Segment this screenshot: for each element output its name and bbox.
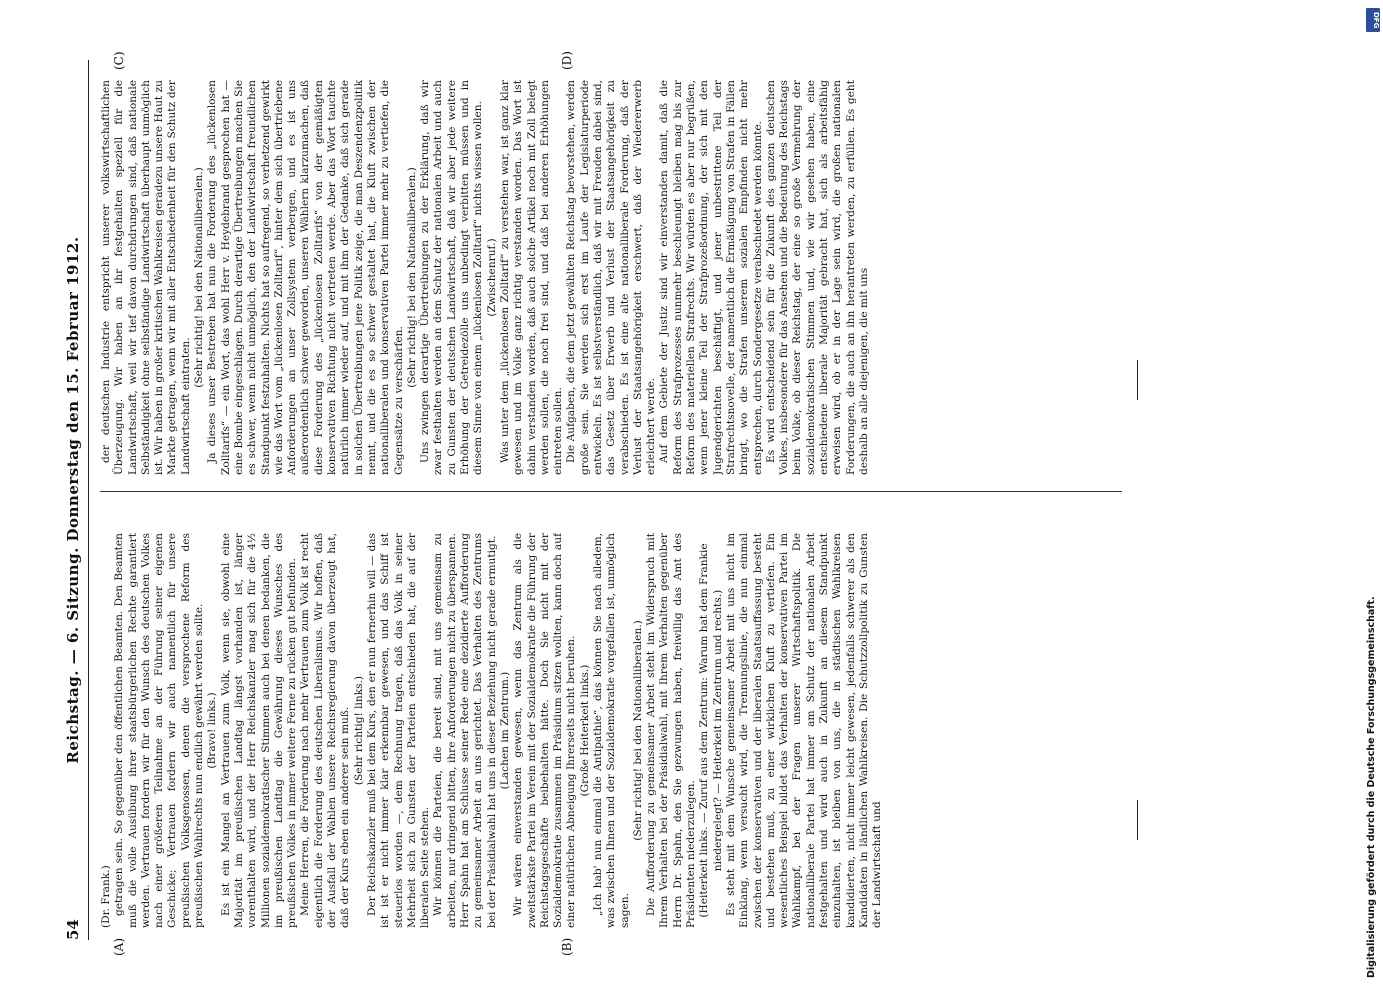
left-text-column: [100, 533, 1122, 928]
page-header: [62, 60, 89, 940]
paragraph: Wir können die Parteien, die bereit sind, mit uns gemeinsam zu arbeiten, nur dringend bitten, ihre Anforderungen nicht zu überspannen. Herr Spahn hat am Schlusse seiner Rede eine dezidierte Aufforderung zu gemeinsamer Arbeit an uns gerichtet. Das Verhalten des Zentrums bei der Präsidialwahl hat uns in dieser Beziehung nicht gerade ermutigt.: [432, 533, 498, 928]
reaction-note: (Bravo! links.): [206, 692, 219, 769]
paragraph: Die Aufforderung zu gemeinsamer Arbeit steht im Widerspruch mit Ihrem Verhalten bei der Präsidialwahl, mit Ihrem Verhalten gegenüber Herrn Dr. Spahn, den Sie gezwungen haben, freiwillig das Amt des Präsidenten niederzulegen.: [645, 533, 698, 928]
right-text-column: [100, 80, 1122, 475]
reaction-note: (Große Heiterkeit links.): [578, 664, 591, 797]
margin-marker-a: (A): [112, 937, 126, 956]
paragraph: Die Aufgaben, die dem jetzt gewählten Reichstag bevorstehen, werden große sein. Sie werden sich erst im Laufe der Legislaturperiode entwickeln. Es ist selbstverständlich, daß wir mit Freuden dabei sind, das Gesetz über Erwerb und Verlust der Staatsangehörigkeit zu verabschieden. Es ist eine alte nationalliberale Forderung, daß der Verlust der Staatsangehörigkeit erschwert, daß der Wiedererwerb erleichtert werde.: [565, 80, 658, 475]
margin-marker-d: (D): [560, 51, 574, 70]
paragraph: Uns zwingen derartige Übertreibungen zu der Erklärung, daß wir zwar festhalten werden an dem Schutz der nationalen Arbeit und auch zu Gunsten der deutschen Landwirtschaft, daß wir aber jede weitere Erhöhung der Getreidezölle uns unbedingt verbitten müssen und in diesem Sinne von einem „lückenlosen Zolltarif“ nichts wissen wollen.: [419, 80, 485, 475]
running-title: Reichstag. — 6. Sitzung. Donnerstag den 15. Februar 1912.: [64, 236, 82, 764]
page-number: 54: [64, 919, 82, 940]
reaction-note: (Sehr richtig! links.): [352, 675, 365, 786]
scan-mark: [1137, 360, 1138, 400]
paragraph: Es steht mit dem Wunsche gemeinsamer Arbeit mit uns nicht im Einklang, wenn versucht wird, die Trennungslinie, die nun einmal zwischen der konservativen und der liberalen Staatsauffassung besteht und bestehen muß, zu einer wirklichen Kluft zu vertiefen. Ein wesentliches Beispiel bildet das Verhalten der konservativen Partei im Wahlkampf, bei der Fragen unserer Wirtschaftspolitik. Die nationalliberale Partei hat immer am Schutz der nationalen Arbeit festgehalten und wird auch in Zukunft an diesem Standpunkt einzuhalten, ist bleiben von uns, die in städtischen Wahlkreisen kandidierten, nicht immer leicht gewesen, jedenfalls schwerer als den Kandidaten in ländlichen Wahlkreisen. Die Schutzzollpolitik zu Gunsten der Landwirtschaft und: [724, 533, 884, 928]
speaker-note: (Dr. Frank.): [100, 865, 112, 928]
reaction-note: (Heiterkeit links. — Zuruf aus dem Zentrum: Warum hat dem Frankie niedergelegt? — Heiterkeit im Zentrum und rechts.): [698, 543, 724, 918]
reaction-note: (Zwischenruf.): [485, 238, 498, 317]
paragraph: Es ist ein Mangel an Vertrauen zum Volk, wenn sie, obwohl eine Majorität im preußischen Landtag längst vorhanden ist, länger vorenthalten wird, und der Herr Reichskanzler mag sich für die 4½ Millionen sozialdemokratischer Stimmen auch bei denen bedanken, die im preußischen Landtag die Gewährung dieses Wunsches des preußischen Volkes in immer weitere Ferne zu rücken gut befunden.: [219, 533, 299, 928]
paragraph: Auf dem Gebiete der Justiz sind wir einverstanden damit, daß die Reform des Strafprozesses nunmehr beschleunigt bleiben mag bis zur Reform des materiellen Strafrechts. Wir würden es aber nur begrüßen, wenn jener kleine Teil der Strafprozeßordnung, der sich mit den Jugendgerichten beschäftigt, und jener unbestrittene Teil der Strafrechtsnovelle, der namentlich die Ermäßigung von Strafen in Fällen bringt, wo die Strafen unserem sozialen Empfinden nicht mehr entsprechen, durch Sondergesetze verabschiedet werden könnte.: [658, 80, 764, 475]
digitization-note: [1364, 0, 1383, 1000]
paragraph: Der Reichskanzler muß bei dem Kurs, den er nun fernerhin will — das ist ist er nicht immer klar erkennbar gewesen, und das Schiff ist steuerlos worden —, dem Rechnung tragen, daß das Volk in seiner Mehrheit sich zu Gunsten der Parteien entschieden hat, die auf der liberalen Seite stehen.: [365, 533, 432, 928]
reaction-note: (Sehr richtig! bei den Nationalliberalen.): [193, 167, 206, 388]
scan-mark: [1137, 800, 1138, 840]
column-divider: [100, 491, 1122, 492]
paragraph: Ja dieses unser Bestreben hat nun die Forderung des „lückenlosen Zolltarifs“ — ein Wort, das wohl Herr v. Heydebrand gesprochen hat — eine Bombe eingeschlagen. Durch derartige Übertreibungen machen Sie es schwer, wenn nicht unmöglich, den der Landwirtschaft freundlichen Standpunkt festzuhalten. Nichts hat so aufregend, so verhetzend gewirkt wie das Wort vom „lückenlosen Zolltarif“, hinter dem sich übertriebene Anforderungen an unser Zollsystem verbergen, und es ist uns außerordentlich schwer geworden, unseren Wählern klarzumachen, daß diese Forderung des „lückenlosen Zolltarifs“ von der gemäßigten konservativen Richtung nicht vertreten werde. Aber das Wort tauchte natürlich immer wieder auf, und mit ihm der Gedanke, daß sich gerade in solchen Übertreibungen jene Politik zeige, die man Deszendenzpolitik nennt, und die es so schwer gestaltet hat, die Kluft zwischen der nationalliberalen und konservativen Partei immer mehr zu vertiefen, die Gegensätze zu verschärfen.: [206, 80, 405, 475]
reaction-note: (Sehr richtig! bei den Nationalliberalen.): [405, 167, 418, 388]
reaction-note: (Sehr richtig! bei den Nationalliberalen.): [631, 620, 644, 841]
reaction-note: (Lachen im Zentrum.): [498, 671, 511, 790]
paragraph: „Ich hab' nun einmal die Antipathie“, das können Sie nach alledem, was zwischen Ihnen und der Sozialdemokratie vorgefallen ist, unmöglich sagen.: [591, 533, 631, 928]
paragraph: Es wird entscheidend sein für die Zukunft des ganzen deutschen Volkes, insbesondere für das Ansehen und die Bedeutung des Reichstags beim Volke, ob dieser Reichstag, der eine so große Vermehrung der sozialdemokratischen Stimmen und, wie wir gesehen haben, eine entschiedene liberale Majorität gebracht hat, sich als arbeitsfähig erweisen wird, ob er in der Lage sein wird, die großen nationalen Forderungen, die auch an ihn herantreten werden, zu erfüllen. Es geht deshalb an alle diejenigen, die mit uns: [764, 80, 870, 475]
paragraph: Wir wären einverstanden gewesen, wenn das Zentrum als die zweitstärkste Partei im Verein mit der Sozialdemokratie die Führung der Reichstagsgeschäfte beibehalten hätte. Doch Sie nicht mit der Sozialdemokratie zusammen im Präsidium sitzen wollten, kann doch auf einer natürlichen Abneigung Ihrerseits nicht beruhen.: [512, 533, 578, 928]
digitization-note-text: Digitalisierung gefördert durch die Deutsche Forschungsgemeinschaft.: [1366, 596, 1377, 978]
paragraph: der deutschen Industrie entspricht unserer volkswirtschaftlichen Überzeugung. Wir haben an ihr festgehalten speziell für die Landwirtschaft, weil wir tief davon durchdrungen sind, daß nationale Selbständigkeit ohne selbständige Landwirtschaft überhaupt unmöglich ist. Wir haben in großer kritischen Wahlkreisen geradezu unsere Haut zu Markte getragen, wenn wir mit aller Entschiedenheit für den Schutz der Landwirtschaft eintraten.: [100, 80, 192, 475]
margin-marker-c: (C): [112, 51, 126, 70]
paragraph: Was unter dem „lückenlosen Zolltarif“ zu verstehen war, ist ganz klar gewesen und im Volke ganz richtig verstanden worden. Das Wort ist dahin verstanden worden, daß auch solche Artikel noch mit Zoll belegt werden sollen, die noch frei sind, und daß bei anderen Erhöhungen eintreten sollen.: [498, 80, 565, 475]
paragraph: getragen sein. So gegenüber den öffentlichen Beamten. Den Beamten muß die volle Ausübung ihrer staatsbürgerlichen Rechte garantiert werden. Vertrauen fordern wir für den Wunsch des deutschen Volkes nach einer größeren Teilnahme an der Führung seiner eigenen Geschicke; Vertrauen fordern wir auch namentlich für unsere preußischen Volksgenossen, denen die versprochene Reform des preußischen Wahlrechts nun endlich gewährt werden sollte.: [113, 533, 206, 928]
paragraph: Meine Herren, die Forderung nach mehr Vertrauen zum Volk ist recht eigentlich die Forderung des deutschen Liberalismus. Wir hoffen, daß der Ausfall der Wahlen unsere Reichsregierung davon überzeugt hat, daß der Kurs eben ein anderer sein muß.: [299, 533, 352, 928]
margin-marker-b: (B): [560, 937, 574, 956]
dfg-logo: DFG: [1366, 8, 1380, 32]
